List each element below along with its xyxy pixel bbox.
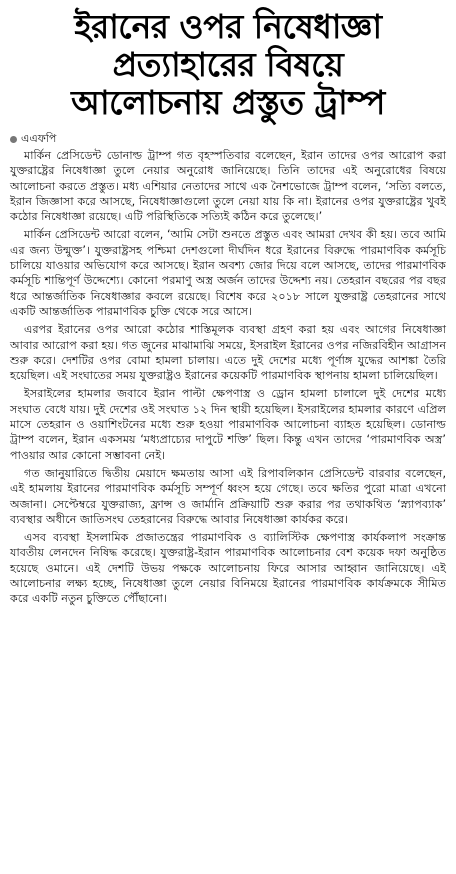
paragraph-6: এসব ব্যবস্থা ইসলামিক প্রজাতন্ত্রের পারমাণবিক ও ব্যালিস্টিক ক্ষেপণাস্ত্র কার্যকলাপ সংক্রান্ত যাবতীয় লেনদেন নিষিদ্ধ করেছে। যুক্তরাষ্ট্র-ইরান পারমাণবিক আলোচনার বেশ কয়েক দফা অনুষ্ঠিত হয়েছে ওমানে। এই দেশটি উভয় পক্ষকে আলোচনায় ফিরে আসার আহ্বান জানিয়েছে। এই আলোচনার লক্ষ্য হচ্ছে, নিষেধাজ্ঞা তুলে নেয়ার বিনিময়ে ইরানের পারমাণবিক কার্যক্রমকে সীমিত করে একটি নতুন চুক্তিতে পৌঁছানো। [10, 531, 446, 606]
byline-source: এএফপি [21, 132, 57, 145]
paragraph-5: গত জানুয়ারিতে দ্বিতীয় মেয়াদে ক্ষমতায় আসা এই রিপাবলিকান প্রেসিডেন্ট বারবার বলেছেন, এই হামলায় ইরানের পারমাণবিক কর্মসূচি সম্পূর্ণ ধ্বংস হয়ে গেছে। তবে ক্ষতির পুরো মাত্রা এখনো অজানা। সেপ্টেম্বরে যুক্তরাজ্য, ফ্রান্স ও জার্মানি প্রক্রিয়াটি শুরু করার পর তথাকথিত ‘স্ন্যাপব্যাক’ ব্যবস্থার অধীনে জাতিসংঘ তেহরানের বিরুদ্ধে আবার নিষেধাজ্ঞা কার্যকর করে। [10, 466, 446, 526]
article-body [10, 148, 446, 607]
headline [10, 8, 446, 122]
paragraph-4: ইসরাইলের হামলার জবাবে ইরান পাল্টা ক্ষেপণাস্ত্র ও ড্রোন হামলা চালালে দুই দেশের মধ্যে সংঘাত বেধে যায়। দুই দেশের ওই সংঘাত ১২ দিন স্থায়ী হয়েছিল। ইসরাইলের হামলার কারণে এপ্রিল মাসে তেহরান ও ওয়াশিংটনের মধ্যে শুরু হওয়া পারমাণবিক আলোচনা ব্যাহত হয়েছিল। ডোনাল্ড ট্রাম্প বলেন, ইরান একসময় ‘মধ্যপ্রাচ্যের দাপুটে শক্তি’ ছিল। কিন্তু এখন তাদের ‘পারমাণবিক অস্ত্র’ পাওয়ার আর কোনো সম্ভাবনা নেই। [10, 387, 446, 462]
paragraph-2: মার্কিন প্রেসিডেন্ট আরো বলেন, ‘আমি সেটা শুনতে প্রস্তুত এবং আমরা দেখব কী হয়। তবে আমি এর জন্য উন্মুক্ত’। যুক্তরাষ্ট্রসহ পশ্চিমা দেশগুলো দীর্ঘদিন ধরে ইরানের বিরুদ্ধে পারমাণবিক কর্মসূচি চালিয়ে যাওয়ার অভিযোগ করে আসছে। ইরান অবশ্য জোর দিয়ে বলে আসছে, তাদের পারমাণবিক কর্মসূচি শান্তিপূর্ণ উদ্দেশ্যে। কোনো পরমাণু অস্ত্র অর্জন তাদের উদ্দেশ্য নয়। তেহরান বছরের পর বছর ধরে আন্তর্জাতিক নিষেধাজ্ঞার কবলে রয়েছে। বিশেষ করে ২০১৮ সালে যুক্তরাষ্ট্র তেহরানের সাথে একটি আন্তর্জাতিক পারমাণবিক চুক্তি থেকে সরে আসে। [10, 228, 446, 318]
headline-line-1: ইরানের ওপর নিষেধাজ্ঞা [74, 7, 382, 46]
paragraph-3: এরপর ইরানের ওপর আরো কঠোর শাস্তিমূলক ব্যবস্থা গ্রহণ করা হয় এবং আগের নিষেধাজ্ঞা আবার আরোপ করা হয়। গত জুনের মাঝামাঝি সময়ে, ইসরাইল ইরানের ওপর নজিরবিহীন আগ্রাসন শুরু করে। দেশটির ওপর বোমা হামলা চালায়। এতে দুই দেশের মধ্যে পূর্ণাঙ্গ যুদ্ধের আশঙ্কা তৈরি হয়েছিল। এই সংঘাতের সময় যুক্তরাষ্ট্রও ইরানের কয়েকটি পারমাণবিক স্থাপনায় হামলা চালিয়েছিল। [10, 323, 446, 383]
paragraph-1: মার্কিন প্রেসিডেন্ট ডোনাল্ড ট্রাম্প গত বৃহস্পতিবার বলেছেন, ইরান তাদের ওপর আরোপ করা যুক্তরাষ্ট্রের নিষেধাজ্ঞা তুলে নেয়ার অনুরোধ জানিয়েছে। তিনি তাদের এই অনুরোধের বিষয়ে আলোচনা করতে প্রস্তুত। মধ্য এশিয়ার নেতাদের সাথে এক নৈশভোজে ট্রাম্প বলেন, ‘সত্যি বলতে, ইরান জিজ্ঞাসা করে আসছে, নিষেধাজ্ঞাগুলো তুলে নেয়া যায় কি না। ইরানের ওপর যুক্তরাষ্ট্রের খুবই কঠোর নিষেধাজ্ঞা রয়েছে। এটি পরিস্থিতিকে সত্যিই কঠিন করে তুলেছে।’ [10, 149, 446, 224]
headline-line-2: প্রত্যাহারের বিষয়ে [112, 45, 344, 84]
byline [10, 132, 446, 146]
bullet-icon [10, 136, 17, 143]
headline-line-3: আলোচনায় প্রস্তুত ট্রাম্প [71, 83, 385, 122]
